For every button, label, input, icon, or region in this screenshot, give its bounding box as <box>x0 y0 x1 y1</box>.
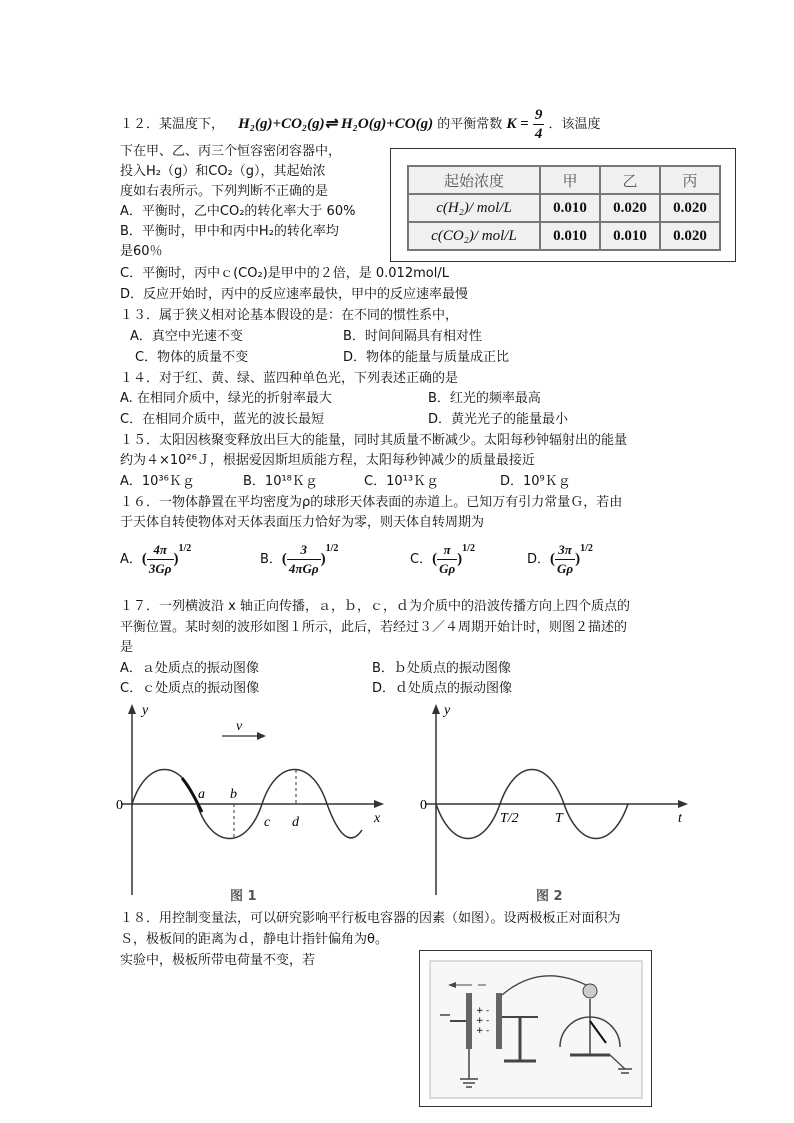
q12-option-d: D．反应开始时，丙中的反应速率最快，甲中的反应速率最慢 <box>120 287 469 302</box>
q17-option-a: A．ａ处质点的振动图像 <box>120 661 259 676</box>
fig2-t-label: t <box>678 811 682 826</box>
q12-option-b-line2: 是60％ <box>120 244 163 259</box>
q12-suffix: ．该温度 <box>548 117 601 132</box>
table-header: 起始浓度 <box>408 166 540 194</box>
fig1-y-arrow <box>128 704 136 714</box>
table-cell: 0.020 <box>600 194 660 222</box>
q15-option-c: C．10¹³Ｋｇ <box>364 474 440 489</box>
q13-option-a: A．真空中光速不变 <box>130 329 243 344</box>
left-plate <box>466 993 472 1049</box>
q17-stem-line2: 平衡位置。某时刻的波形如图１所示，此后，若经过３／４周期开始计时，则图２描述的 <box>120 620 628 635</box>
fig2-label-period: T <box>555 811 563 826</box>
q14-option-d: D．黄光光子的能量最小 <box>428 412 569 427</box>
svg-text:+: + <box>476 1026 484 1036</box>
q16-option-d: D．( $\frac{3\pi}{G\rho}$ )$^{1/2}$ <box>527 542 593 576</box>
svg-text:+: + <box>476 1016 484 1026</box>
right-plate <box>496 993 502 1049</box>
q18-stem-line1: １８．用控制变量法，可以研究影响平行板电容器的因素（如图）。设两极板正对面积为 <box>120 911 621 926</box>
q15-stem-line2: 约为４×10²⁶Ｊ，根据爱因斯坦质能方程，太阳每秒钟减少的质量最接近 <box>120 453 535 468</box>
table-cell: 0.020 <box>660 222 720 250</box>
svg-text:-: - <box>486 1026 490 1036</box>
q17-stem-line3: 是 <box>120 640 134 655</box>
figure-2-vibration <box>412 700 697 905</box>
q12-prefix: １２．某温度下， <box>120 117 225 132</box>
q12-table-frame <box>390 148 736 262</box>
q18-stem-line3: 实验中，极板所带电荷量不变，若 <box>120 953 316 968</box>
fig1-label-a: a <box>198 787 205 802</box>
q15-option-d: D．10⁹Ｋｇ <box>500 474 571 489</box>
q13-option-c: C．物体的质量不变 <box>135 350 249 365</box>
fig2-label-half-period: T/2 <box>500 811 519 826</box>
q12-line3: 投入H₂（g）和CO₂（g），其起始浓 <box>120 164 326 179</box>
q12-k-label: K = <box>506 116 529 132</box>
q12-equation: H₂(g)+CO₂(g)⇌ H₂O(g)+CO(g) <box>238 116 434 132</box>
fig2-origin: 0 <box>420 798 427 813</box>
fig1-velocity-head <box>257 732 266 740</box>
q12-option-b-line1: B．平衡时，甲中和丙中H₂的转化率均 <box>120 224 339 239</box>
q14-option-c: C．在相同介质中，蓝光的波长最短 <box>120 412 325 427</box>
q18-stem-line2: Ｓ，极板间的距离为ｄ，静电计指针偏角为θ。 <box>120 932 388 947</box>
q12-stem-line1 <box>120 106 600 143</box>
fig1-label-b: b <box>230 787 237 802</box>
q14-option-a: A. 在相同介质中，绿光的折射率最大 <box>120 391 332 406</box>
capacitor-electrometer-diagram <box>420 951 651 1106</box>
q12-option-a: A．平衡时，乙中CO₂的转化率大于 60% <box>120 204 356 219</box>
fig1-v-label: v <box>236 719 243 734</box>
table-cell: c(CO₂)/ mol/L <box>408 222 540 250</box>
q16-stem-line1: １６．一物体静置在平均密度为ρ的球形天体表面的赤道上。已知万有引力常量Ｇ，若由 <box>120 495 623 510</box>
q12-line4: 度如右表所示。下列判断不正确的是 <box>120 184 329 199</box>
q17-stem-line1: １７．一列横波沿 x 轴正向传播，ａ，ｂ，ｃ，ｄ为介质中的沿波传播方向上四个质点的 <box>120 599 630 614</box>
fig1-y-label: y <box>142 703 149 718</box>
q12-line2: 下在甲、乙、丙三个恒容密闭容器中， <box>120 144 342 159</box>
fig2-y-label: y <box>444 703 451 718</box>
q14-stem: １４．对于红、黄、绿、蓝四种单色光，下列表述正确的是 <box>120 371 459 386</box>
electrometer-knob <box>583 984 597 998</box>
table-header: 甲 <box>540 166 600 194</box>
fig1-x-arrow <box>374 800 384 808</box>
q16-stem-line2: 于天体自转使物体对天体表面压力恰好为零，则天体自转周期为 <box>120 515 485 530</box>
fig2-t-arrow <box>678 800 688 808</box>
q12-option-c: C．平衡时，丙中ｃ(CO₂)是甲中的２倍，是 0.012mol/L <box>120 266 449 281</box>
svg-text:+: + <box>476 1006 484 1016</box>
q15-option-a: A．10³⁶Ｋｇ <box>120 474 195 489</box>
fig1-origin: 0 <box>116 798 123 813</box>
table-row <box>408 194 720 222</box>
q17-option-d: D．ｄ处质点的振动图像 <box>372 681 513 696</box>
q15-stem-line1: １５．太阳因核聚变释放出巨大的能量，同时其质量不断减少。太阳每秒钟辐射出的能量 <box>120 433 628 448</box>
svg-text:-: - <box>486 1016 490 1026</box>
fig2-caption: 图 2 <box>536 889 563 904</box>
q14-option-b: B．红光的频率最高 <box>428 391 541 406</box>
q17-option-b: B．ｂ处质点的振动图像 <box>372 661 511 676</box>
q16-option-b: B．( $\frac{3}{\text{4πGρ}}$ )$^{1/2}$ <box>260 542 339 576</box>
q17-option-c: C．ｃ处质点的振动图像 <box>120 681 260 696</box>
q16-option-a: A．( $\frac{4\pi}{3G\rho}$ )$^{1/2}$ <box>120 542 192 576</box>
table-cell: c(H₂)/ mol/L <box>408 194 540 222</box>
q12-concentration-table <box>407 165 721 251</box>
q13-option-b: B．时间间隔具有相对性 <box>343 329 482 344</box>
table-cell: 0.010 <box>540 222 600 250</box>
q12-k-fraction: $\frac{9}{4}$ <box>534 107 543 142</box>
svg-text:-: - <box>486 1006 490 1016</box>
q15-option-b: B．10¹⁸Ｋｇ <box>243 474 318 489</box>
table-header: 丙 <box>660 166 720 194</box>
q12-mid: 的平衡常数 <box>437 117 503 132</box>
q18-figure-frame <box>419 950 652 1107</box>
q13-option-d: D．物体的能量与质量成正比 <box>343 350 510 365</box>
fig1-label-c: c <box>264 815 271 830</box>
table-row <box>408 222 720 250</box>
table-header: 乙 <box>600 166 660 194</box>
figure-1-wave <box>112 700 392 905</box>
fig2-y-arrow <box>432 704 440 714</box>
q13-stem: １３．属于狭义相对论基本假设的是：在不同的惯性系中， <box>120 308 459 323</box>
table-cell: 0.010 <box>540 194 600 222</box>
fig1-x-label: x <box>374 811 381 826</box>
fig1-caption: 图 1 <box>230 889 257 904</box>
table-cell: 0.010 <box>600 222 660 250</box>
fig1-label-d: d <box>292 815 299 830</box>
q16-option-c: C．( $\frac{\pi}{G\rho}$ )$^{1/2}$ <box>410 542 475 576</box>
table-cell: 0.020 <box>660 194 720 222</box>
